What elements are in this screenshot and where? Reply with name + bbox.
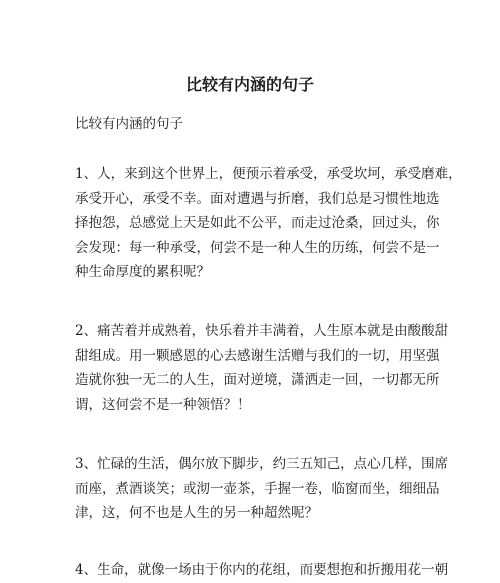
paragraph-line: 3、忙碌的生活，偶尔放下脚步，约三五知己，点心几样，围席 — [75, 456, 449, 472]
paragraph-line: 会发现：每一种承受，何尝不是一种人生的历练，何尝不是一 — [75, 239, 440, 256]
paragraph-4 — [75, 558, 449, 583]
paragraph-line: 种生命厚度的累积呢？ — [75, 264, 210, 280]
paragraph-line: 造就你独一无二的人生，面对逆境，潇洒走一回，一切都无所 — [75, 372, 440, 388]
document-title: 比较有内涵的句子 — [185, 75, 314, 94]
paragraph-line: 择抱怨，总感觉上天是如此不公平，而走过沧桑，回过头，你 — [75, 215, 440, 231]
paragraph-2 — [75, 319, 449, 417]
document-subtitle: 比较有内涵的句子 — [75, 116, 183, 132]
paragraph-line: 甜组成。用一颗感恩的心去感谢生活赠与我们的一切，用坚强 — [75, 347, 440, 364]
paragraph-line: 4、生命，就像一场由于你内的花组，而要想抱和折搬用花一朝 — [75, 562, 449, 578]
paragraph-line: 2、痛苦着并成熟着，快乐着并丰满着，人生原本就是由酸酸甜 — [75, 323, 449, 339]
paragraph-1 — [75, 162, 462, 285]
paragraph-3 — [75, 452, 449, 526]
paragraph-line: 1、人，来到这个世界上，便预示着承受，承受坎坷，承受磨难， — [75, 166, 462, 182]
paragraph-line: 承受开心，承受不幸。面对遭遇与折磨，我们总是习惯性地选 — [75, 190, 440, 207]
paragraph-line: 而座，煮酒谈笑；或沏一壶茶，手握一卷，临窗而坐，细细品 — [75, 480, 440, 497]
paragraph-line: 谓，这何尝不是一种领悟？！ — [75, 396, 251, 413]
paragraph-line: 津，这，何不也是人生的另一种超然呢？ — [75, 505, 318, 521]
